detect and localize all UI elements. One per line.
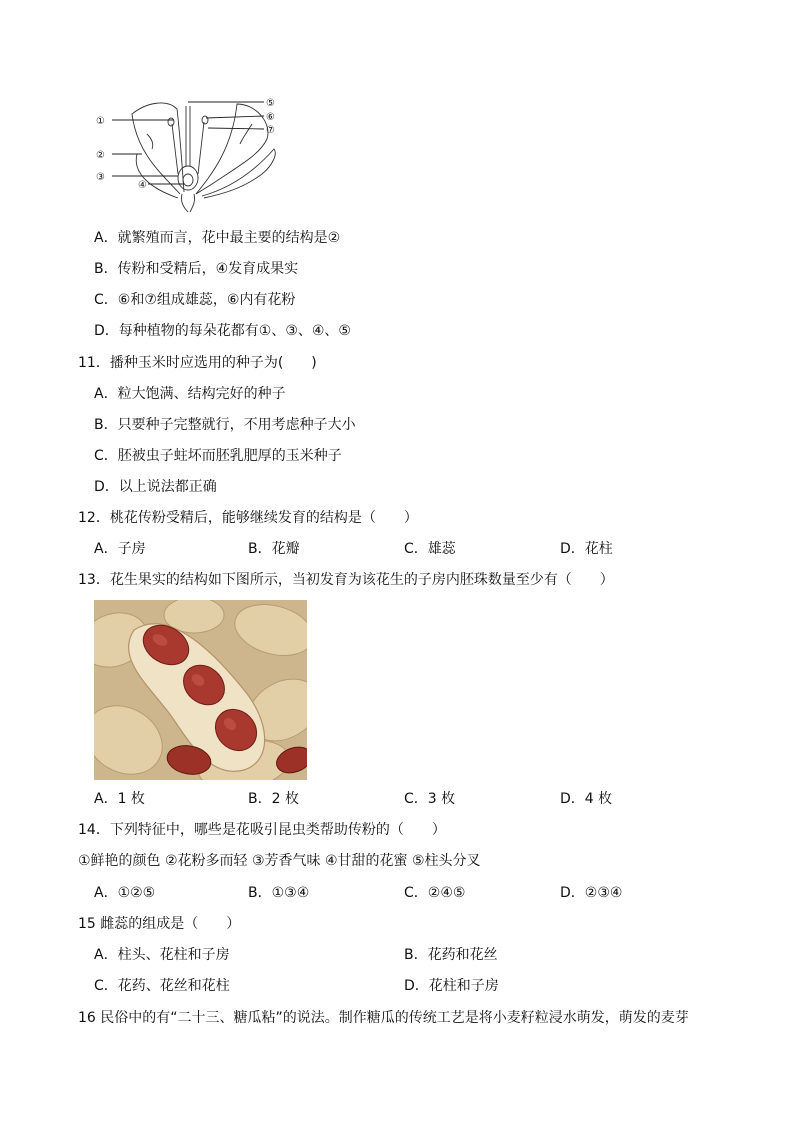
diagram-label-6: ⑥ [266,112,275,123]
diagram-label-3: ③ [96,172,105,183]
q10-option-c: C．⑥和⑦组成雄蕊，⑥内有花粉 [94,292,296,308]
q12-stem: 12．桃花传粉受精后，能够继续发育的结构是（ ） [78,510,418,526]
q13-option-a: A．1 枚 [94,791,145,807]
q15-option-c: C．花药、花丝和花柱 [94,978,230,994]
diagram-label-7: ⑦ [266,125,275,136]
q16-stem: 16 民俗中的有“二十三、糖瓜粘”的说法。制作糖瓜的传统工艺是将小麦籽粒浸水萌发，萌发的麦芽 [78,1010,689,1026]
q11-stem: 11．播种玉米时应选用的种子为( ) [78,355,317,371]
q10-option-a: A．就繁殖而言，花中最主要的结构是② [94,230,341,246]
q10-option-d: D．每种植物的每朵花都有①、③、④、⑤ [94,323,351,339]
q13-option-d: D．4 枚 [560,791,613,807]
diagram-label-5: ⑤ [266,98,275,109]
q11-option-a: A．粒大饱满、结构完好的种子 [94,386,286,402]
q15-stem: 15 雌蕊的组成是（ ） [78,916,241,932]
q14-option-a: A．①②⑤ [94,885,156,901]
peanut-photo [94,600,307,780]
diagram-label-1: ① [96,116,105,127]
q12-option-b: B．花瓣 [248,541,300,557]
q14-option-b: B．①③④ [248,885,310,901]
q14-option-c: C．②④⑤ [404,885,466,901]
q15-option-d: D．花柱和子房 [404,978,499,994]
q12-option-d: D．花柱 [560,541,613,557]
q11-option-c: C．胚被虫子蛀坏而胚乳肥厚的玉米种子 [94,448,342,464]
q14-option-d: D．②③④ [560,885,623,901]
flower-structure-diagram [92,94,282,212]
q14-stem: 14．下列特征中，哪些是花吸引昆虫类帮助传粉的（ ） [78,822,446,838]
q15-option-a: A．柱头、花柱和子房 [94,947,230,963]
diagram-label-4: ④ [138,180,147,191]
diagram-label-2: ② [96,150,105,161]
q11-option-d: D．以上说法都正确 [94,479,217,495]
q13-option-c: C．3 枚 [404,791,456,807]
q15-option-b: B．花药和花丝 [404,947,498,963]
q14-features: ①鲜艳的颜色 ②花粉多而轻 ③芳香气味 ④甘甜的花蜜 ⑤柱头分叉 [78,853,481,869]
q12-option-a: A．子房 [94,541,146,557]
q12-option-c: C．雄蕊 [404,541,456,557]
q13-stem: 13．花生果实的结构如下图所示，当初发育为该花生的子房内胚珠数量至少有（ ） [78,572,614,588]
q10-option-b: B．传粉和受精后，④发育成果实 [94,261,299,277]
q13-option-b: B．2 枚 [248,791,299,807]
q11-option-b: B．只要种子完整就行，不用考虑种子大小 [94,417,356,433]
